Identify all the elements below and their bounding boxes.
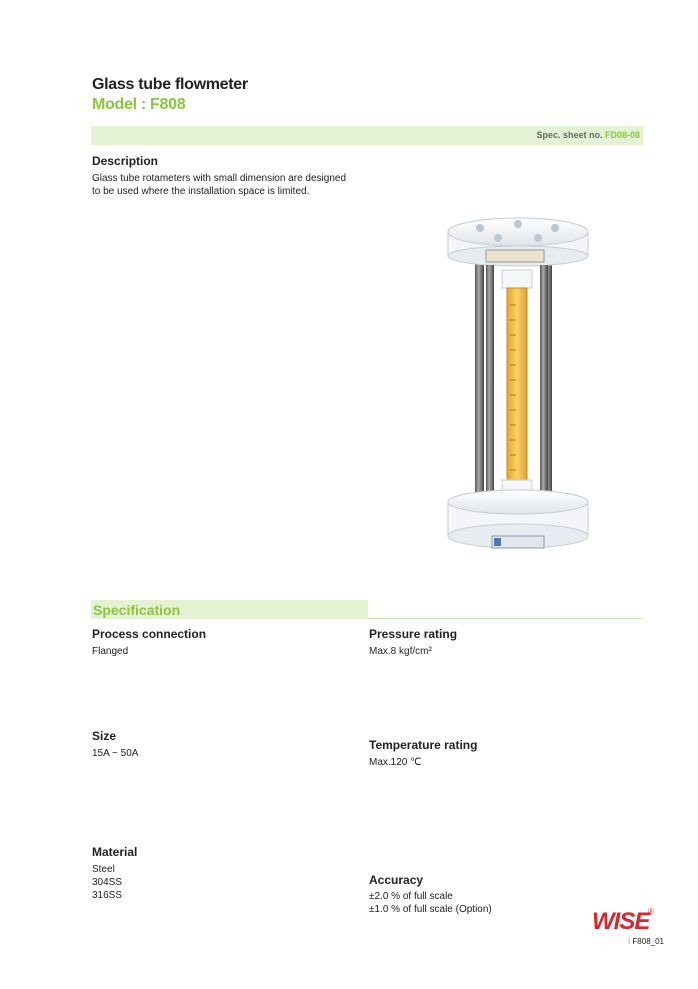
description-text xyxy=(92,172,346,198)
spec-value-line: ±1.0 % of full scale (Option) xyxy=(369,904,492,915)
spec-value-line: Max.120 ℃ xyxy=(369,757,422,768)
spec-value-line: Steel xyxy=(92,864,115,875)
pressure-rating-value xyxy=(369,645,432,658)
specification-divider xyxy=(368,618,643,619)
size-value xyxy=(92,747,138,760)
description-line: Glass tube rotameters with small dimension are designed xyxy=(92,173,347,184)
process-connection-value xyxy=(92,645,128,658)
material-label: Material xyxy=(92,845,138,859)
spec-sheet-number xyxy=(536,130,640,140)
spec-value-line: Max.8 kgf/cm² xyxy=(369,646,432,657)
page-id xyxy=(628,937,664,946)
pressure-rating-label: Pressure rating xyxy=(369,627,458,641)
spec-sheet-label: Spec. sheet no. xyxy=(536,130,603,140)
accuracy-label: Accuracy xyxy=(369,873,424,887)
material-values xyxy=(92,863,122,902)
spec-value-line: 15A ~ 50A xyxy=(92,748,139,759)
temperature-rating-label: Temperature rating xyxy=(369,738,478,752)
svg-text:®: ® xyxy=(648,907,654,916)
size-label: Size xyxy=(92,729,117,743)
accuracy-values xyxy=(369,890,492,916)
wise-logo xyxy=(590,904,656,934)
model-title: Model : F808 xyxy=(92,96,186,113)
svg-text:WISE: WISE xyxy=(592,908,650,934)
process-connection-label: Process connection xyxy=(92,627,207,641)
spec-value-line: Flanged xyxy=(92,646,129,657)
spec-value-line: 304SS xyxy=(92,877,123,888)
page-id-code: F808_01 xyxy=(632,937,664,946)
description-heading: Description xyxy=(92,154,159,168)
specification-heading: Specification xyxy=(93,602,181,618)
spec-value-line: 316SS xyxy=(92,890,123,901)
spec-value-line: ±2.0 % of full scale xyxy=(369,891,453,902)
temperature-rating-value xyxy=(369,756,421,769)
product-title: Glass tube flowmeter xyxy=(92,76,248,93)
flowmeter-image xyxy=(440,210,600,560)
description-line: to be used where the installation space is limited. xyxy=(92,186,310,197)
spec-sheet-code: FD08-08 xyxy=(604,130,640,140)
page-id-divider: I xyxy=(627,937,633,946)
